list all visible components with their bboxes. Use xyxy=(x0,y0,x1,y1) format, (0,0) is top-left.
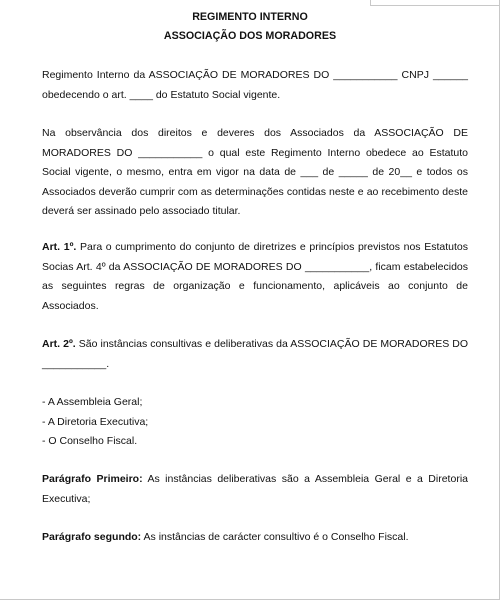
article-1-label: Art. 1º. xyxy=(42,241,77,253)
paragraph-primeiro-label: Parágrafo Primeiro: xyxy=(42,473,143,485)
paragraph-segundo-label: Parágrafo segundo: xyxy=(42,531,142,543)
list-item: - A Assembleia Geral; xyxy=(42,396,143,408)
intro-paragraph: Regimento Interno da ASSOCIAÇÃO DE MORADORES DO ___________ CNPJ ______ obedecendo o art. ____ do Estatuto Social vigente. xyxy=(42,69,468,101)
instances-list xyxy=(42,393,468,452)
paragraph-primeiro xyxy=(42,470,468,509)
page-corner-tab xyxy=(370,0,500,6)
document-subtitle: ASSOCIAÇÃO DOS MORADORES xyxy=(163,30,337,42)
article-1-text: Para o cumprimento do conjunto de diretrizes e princípios previstos nos Estatutos Socias Art. 4º da ASSOCIAÇÃO DE MORADORES DO ___________, ficam estabelecidos as seguintes regras de organização e funcionamento, aplicáveis ao conjunto de Associados. xyxy=(42,241,468,312)
list-item: - A Diretoria Executiva; xyxy=(42,415,149,428)
paragraph-primeiro-text: As instâncias deliberativas são a Assembleia Geral e a Diretoria Executiva; xyxy=(42,473,468,505)
article-2 xyxy=(42,335,468,374)
document-title: REGIMENTO INTERNO xyxy=(192,11,308,23)
article-2-text: São instâncias consultivas e deliberativas da ASSOCIAÇÃO DE MORADORES DO ___________. xyxy=(42,338,468,370)
article-1 xyxy=(42,238,468,316)
paragraph-segundo-text: As instâncias de carácter consultivo é o Conselho Fiscal. xyxy=(141,531,409,543)
preamble-paragraph: Na observância dos direitos e deveres dos Associados da ASSOCIAÇÃO DE MORADORES DO ___________ o qual este Regimento Interno obedece ao Estatuto Social vigente, o mesmo, entra em vigor na data de ___ de _____ de 20__ e todos os Associados deverão cumprir com as determinações contidas neste e ao recebimento deste deverá ser assinado pelo associado titular. xyxy=(42,127,468,217)
paragraph-segundo xyxy=(42,528,468,548)
article-2-label: Art. 2º. xyxy=(42,338,76,350)
list-item: - O Conselho Fiscal. xyxy=(42,435,138,447)
